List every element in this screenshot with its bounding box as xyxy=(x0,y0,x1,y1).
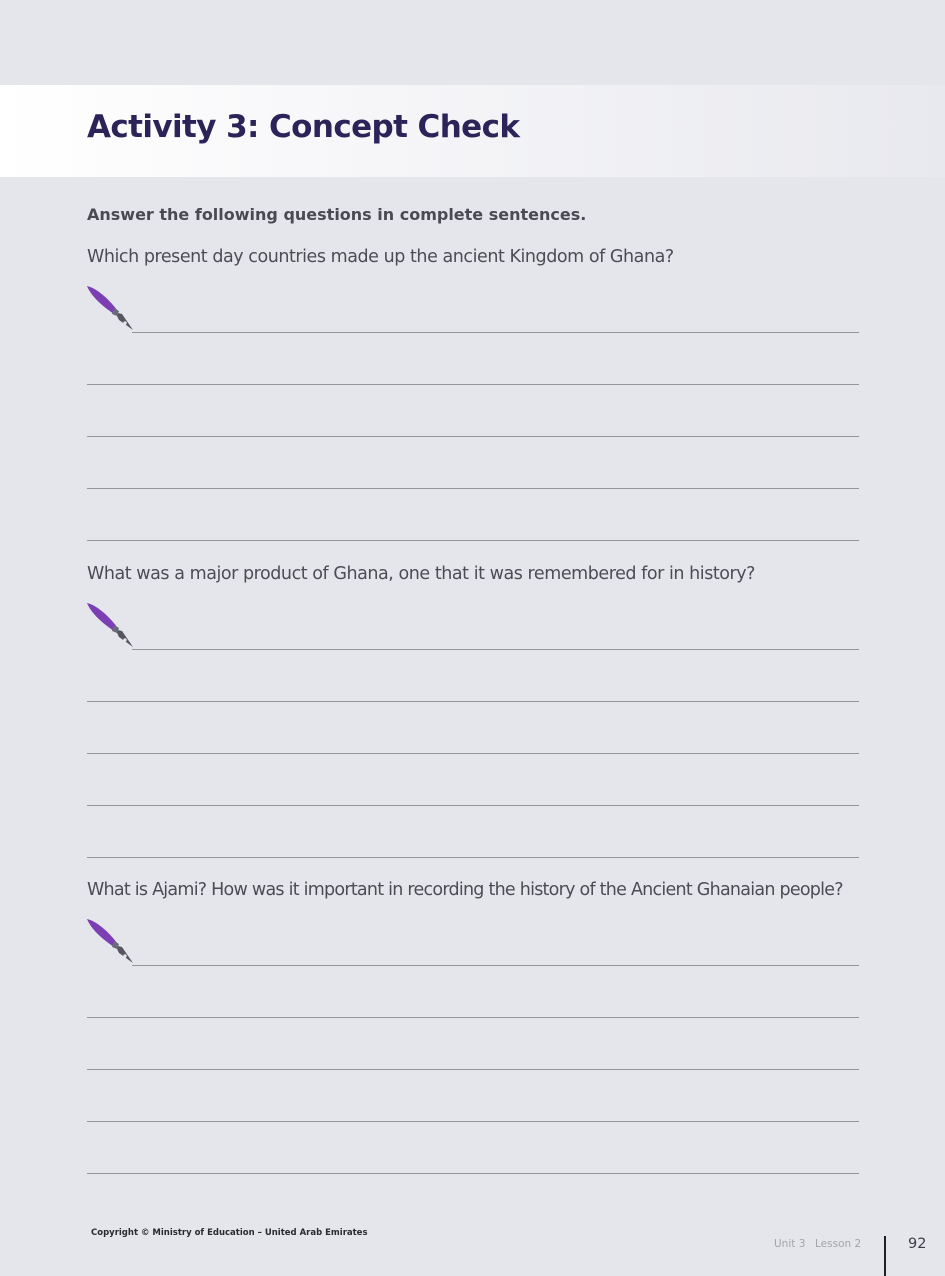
footer-unit: Unit 3 xyxy=(774,1238,806,1250)
answer-line[interactable] xyxy=(132,332,859,333)
answer-line[interactable] xyxy=(132,649,859,650)
page-title: Activity 3: Concept Check xyxy=(87,109,520,145)
answer-line[interactable] xyxy=(87,1173,859,1174)
answer-line[interactable] xyxy=(87,701,859,702)
answer-line[interactable] xyxy=(132,965,859,966)
pen-icon xyxy=(84,917,136,967)
footer-divider xyxy=(884,1236,886,1276)
instruction-text: Answer the following questions in complete sentences. xyxy=(87,205,587,224)
answer-line[interactable] xyxy=(87,540,859,541)
question-3: What is Ajami? How was it important in recording the history of the Ancient Ghanaian people? xyxy=(87,880,843,900)
answer-line[interactable] xyxy=(87,1017,859,1018)
answer-line[interactable] xyxy=(87,436,859,437)
answer-line[interactable] xyxy=(87,1121,859,1122)
answer-line[interactable] xyxy=(87,384,859,385)
answer-line[interactable] xyxy=(87,857,859,858)
pen-icon xyxy=(84,284,136,334)
question-1: Which present day countries made up the ancient Kingdom of Ghana? xyxy=(87,247,674,267)
answer-line[interactable] xyxy=(87,753,859,754)
answer-line[interactable] xyxy=(87,1069,859,1070)
answer-line[interactable] xyxy=(87,488,859,489)
copyright-notice: Copyright © Ministry of Education – United Arab Emirates xyxy=(91,1228,368,1238)
page-number: 92 xyxy=(908,1236,927,1252)
answer-line[interactable] xyxy=(87,805,859,806)
pen-icon xyxy=(84,601,136,651)
question-2: What was a major product of Ghana, one that it was remembered for in history? xyxy=(87,564,756,584)
footer-lesson: Lesson 2 xyxy=(815,1238,862,1250)
